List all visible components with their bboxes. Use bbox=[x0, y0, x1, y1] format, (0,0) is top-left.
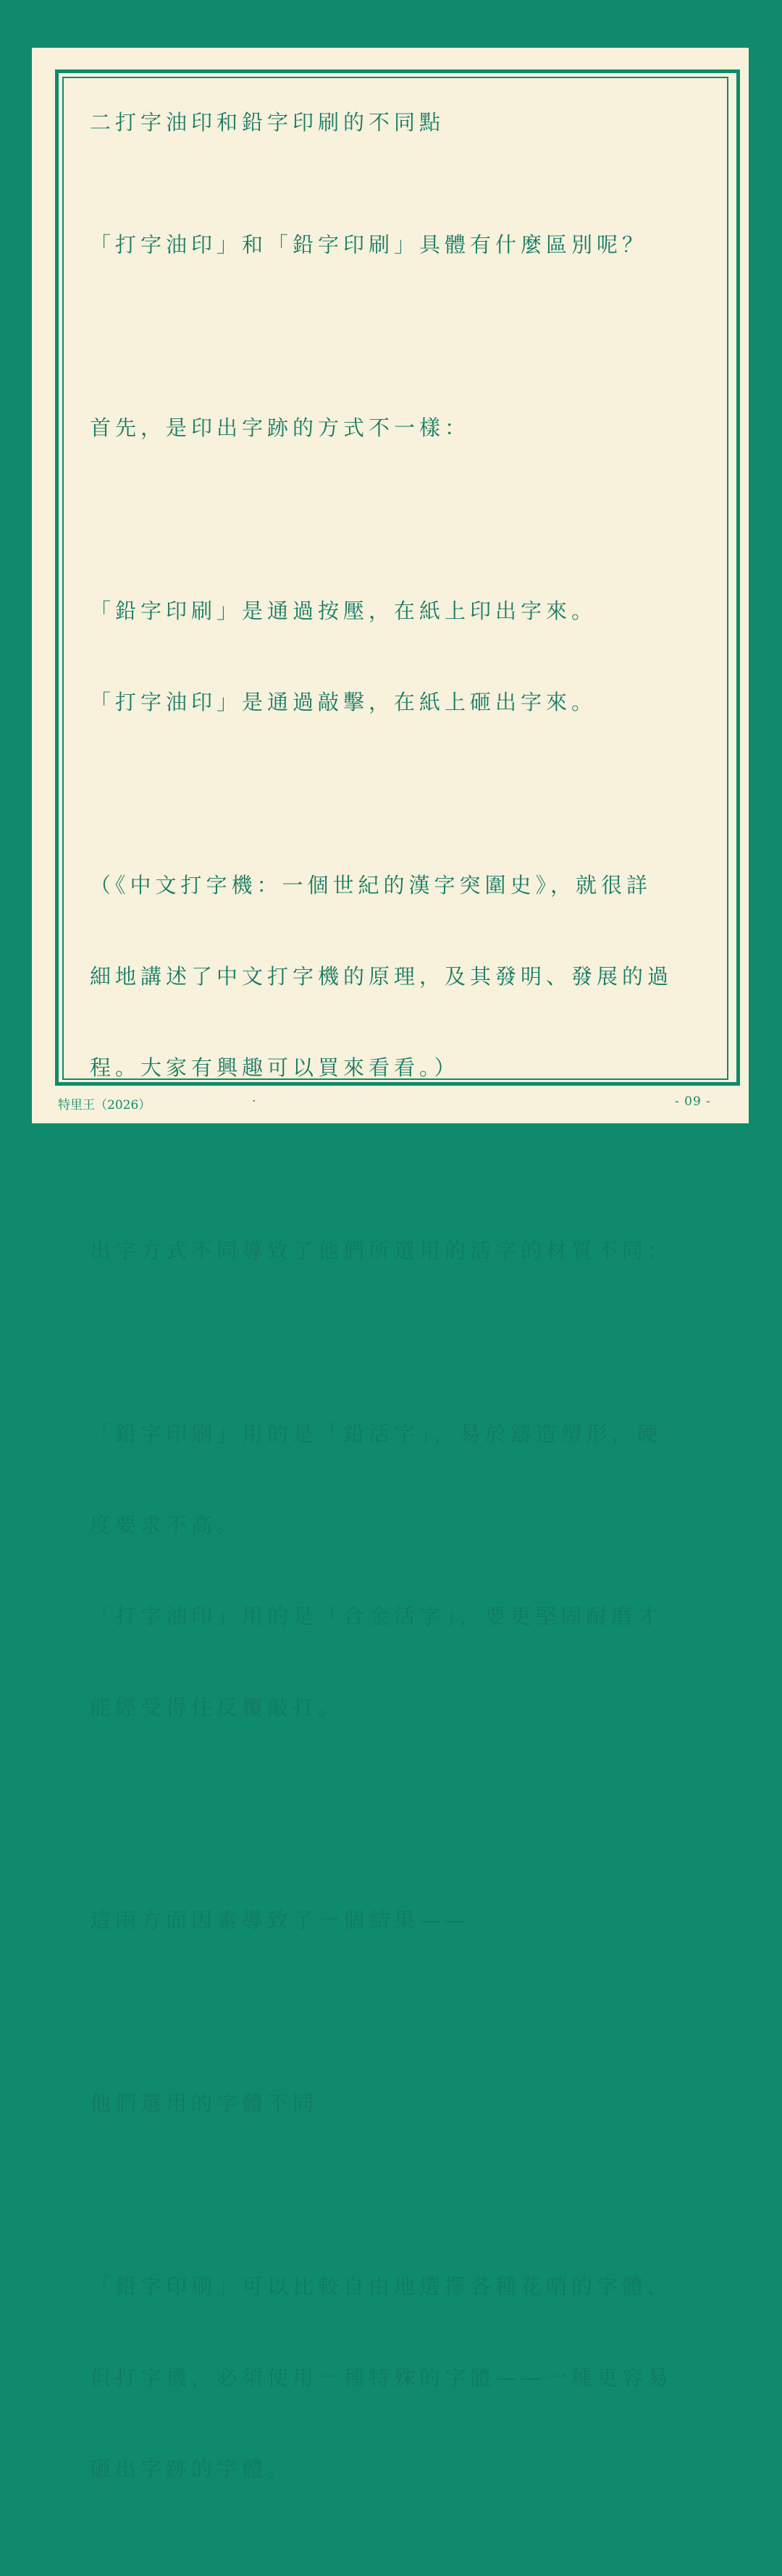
paragraph-line: 能經受得住反覆敲打。 bbox=[90, 1695, 344, 1720]
paragraph-6 bbox=[90, 1358, 718, 1783]
paragraph-line: 這兩方面因素導致了一個結果—— bbox=[90, 1908, 471, 1933]
paragraph-5 bbox=[90, 1175, 718, 1327]
paragraph-line: 首先，是印出字跡的方式不一樣： bbox=[90, 415, 471, 440]
paragraph-line: 「打字油印」是通過敲擊，在紙上砸出字來。 bbox=[90, 690, 597, 714]
paragraph-line: 「鉛字印刷」可以比較自由地選擇各種花哨的字體， bbox=[90, 2274, 673, 2299]
footer-dot: · bbox=[252, 1094, 256, 1109]
paragraph-9 bbox=[90, 2210, 718, 2545]
paragraph-line: 砸出字跡的字體。 bbox=[90, 2457, 293, 2481]
footer-author: 特里王（2026） bbox=[58, 1098, 151, 1112]
paragraph-7 bbox=[90, 1844, 718, 1996]
paragraph-line: 出字方式不同導致了他們所選用的活字的材質不同： bbox=[90, 1238, 673, 1263]
paragraph-line: 程。大家有興趣可以買來看看。） bbox=[90, 1055, 460, 1080]
paragraph-line: 但打字機，必須使用一種特殊的字體——一種更容易 bbox=[90, 2365, 673, 2390]
paragraph-line: （《中文打字機：一個世紀的漢字突圍史》，就很詳 bbox=[90, 873, 652, 898]
paragraph-2 bbox=[90, 352, 718, 504]
paragraph-line: 「鉛字印刷」用的是「鉛活字」，易於鑄造塑形，硬 bbox=[90, 1422, 663, 1446]
section-heading: 二打字油印和鉛字印刷的不同點 bbox=[90, 110, 445, 135]
paragraph-line: 他們選用的字體不同 bbox=[90, 2091, 319, 2116]
paragraph-line: 「打字油印」和「鉛字印刷」具體有什麼區別呢？ bbox=[90, 232, 648, 257]
page-content bbox=[90, 107, 718, 2576]
paragraph-line: 「鉛字印刷」是通過按壓，在紙上印出字來。 bbox=[90, 599, 597, 623]
page-number: - 09 - bbox=[675, 1094, 711, 1109]
paragraph-line: 細地講述了中文打字機的原理，及其發明、發展的過 bbox=[90, 964, 673, 989]
paragraph-4 bbox=[90, 809, 718, 1144]
paragraph-line: 度要求不高。 bbox=[90, 1513, 243, 1537]
paragraph-1 bbox=[90, 169, 718, 321]
paragraph-line: 「打字油印」用的是「合金活字」，要更堅固耐磨才 bbox=[90, 1604, 663, 1629]
paragraph-3 bbox=[90, 535, 718, 778]
paragraph-8 bbox=[90, 2027, 718, 2179]
